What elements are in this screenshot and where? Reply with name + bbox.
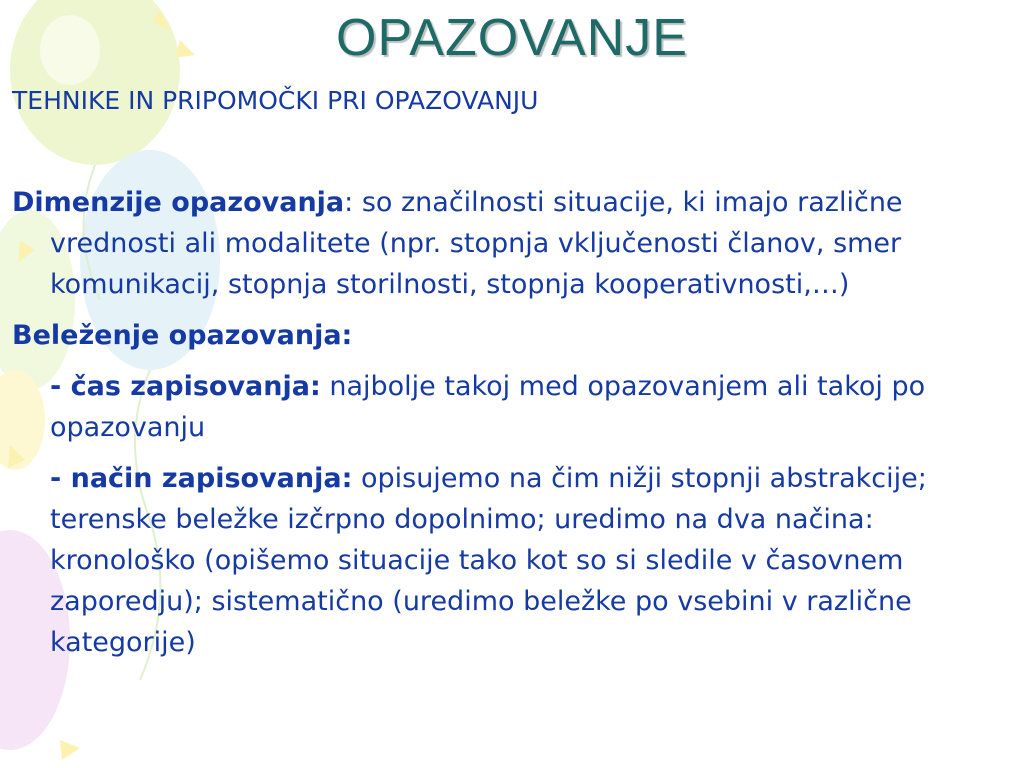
definition-paragraph [12,182,1012,305]
definition-text: : so značilnosti situacije, ki imajo različne vrednosti ali modalitete (npr. stopnja vključenosti članov, smer komunikacij, stopnja storilnosti, stopnja kooperativnosti,…) [50,187,903,300]
recording-time-label: - čas zapisovanja: [50,371,321,402]
slide-title: OPAZOVANJE [336,9,688,67]
recording-method-label: - način zapisovanja: [50,463,353,494]
definition-term: Dimenzije opazovanja [12,187,345,218]
recording-time-item [12,366,1012,448]
recording-time-text: najbolje takoj med opazovanjem ali takoj po opazovanju [50,371,926,443]
slide-subtitle: TEHNIKE IN PRIPOMOČKI PRI OPAZOVANJU [12,86,539,115]
recording-method-item [12,458,1012,663]
slide-body [12,182,1012,673]
recording-method-text: opisujemo na čim nižji stopnji abstrakcije; terenske beležke izčrpno dopolnimo; uredimo na dva načina: kronološko (opišemo situacije tako kot so si sledile v časovnem zaporedju); sistematično (uredimo beležke po vsebini v različne kategorije) [50,463,927,658]
recording-heading: Beleženje opazovanja: [12,320,353,351]
